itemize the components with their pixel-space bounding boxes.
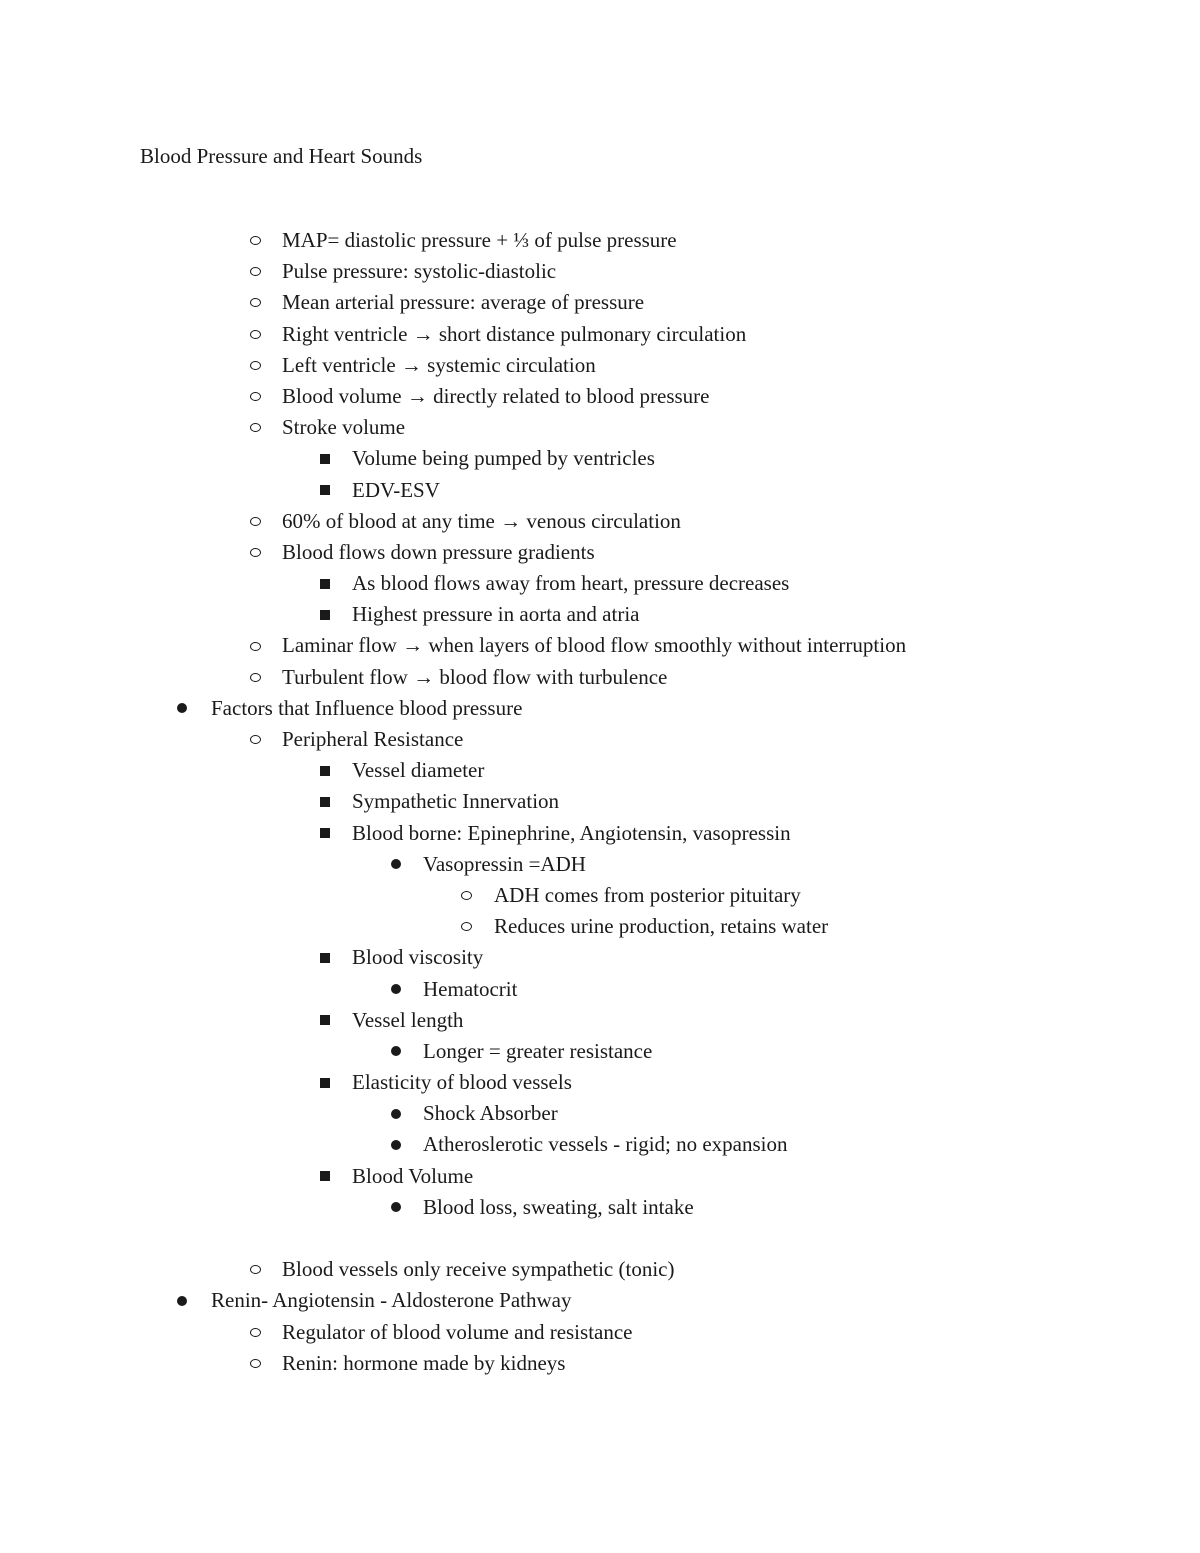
outline-item-text: Vessel diameter [352,758,485,783]
circle-bullet-icon [248,1348,262,1379]
circle-bullet-icon [248,319,262,350]
square-bullet-icon [318,1067,332,1098]
outline-item [0,880,1200,911]
outline-item [0,942,1200,973]
outline-item-text: Highest pressure in aorta and atria [352,602,640,627]
circle-bullet-icon [459,911,473,942]
outline-item [0,818,1200,849]
outline-item [0,786,1200,817]
square-bullet-icon [318,786,332,817]
outline-item [0,662,1200,693]
circle-bullet-icon [248,256,262,287]
outline-item [0,475,1200,506]
outline-item [0,755,1200,786]
outline-item [0,443,1200,474]
outline-item [0,225,1200,256]
outline-item-text: Factors that Influence blood pressure [211,695,523,720]
outline-item [0,1285,1200,1316]
circle-bullet-icon [248,506,262,537]
outline-item-text: Blood Volume [352,1163,474,1188]
outline-item [0,1317,1200,1348]
square-bullet-icon [318,568,332,599]
outline-item-text: Vessel length [352,1007,464,1032]
outline-item [0,693,1200,724]
outline-item [0,381,1200,412]
outline-item-text: Vasopressin =ADH [423,851,586,876]
circle-bullet-icon [248,630,262,661]
square-bullet-icon [318,475,332,506]
outline-item [0,1129,1200,1160]
outline-item [0,350,1200,381]
outline-item [0,630,1200,661]
disc-bullet-icon [175,693,189,724]
outline-item-text: MAP= diastolic pressure + ⅓ of pulse pressure [282,228,677,252]
outline-item [0,256,1200,287]
outline-item-text: Regulator of blood volume and resistance [282,1319,633,1344]
outline-item-text: Stroke volume [282,415,406,440]
outline-item [0,724,1200,755]
outline-item-text: Renin- Angiotensin - Aldosterone Pathway [211,1288,572,1313]
disc-bullet-icon [389,1098,403,1129]
outline-item [0,1067,1200,1098]
outline-item-text: Volume being pumped by ventricles [352,446,655,471]
outline-item [0,1098,1200,1129]
outline-item-text: Sympathetic Innervation [352,789,560,814]
outline-item [0,974,1200,1005]
circle-bullet-icon [248,724,262,755]
square-bullet-icon [318,942,332,973]
square-bullet-icon [318,755,332,786]
outline-item [0,568,1200,599]
circle-bullet-icon [248,1317,262,1348]
outline-item [0,1348,1200,1379]
outline-item [0,506,1200,537]
outline-item-text: Blood flows down pressure gradients [282,539,595,564]
circle-bullet-icon [248,381,262,412]
circle-bullet-icon [248,1254,262,1285]
circle-bullet-icon [248,537,262,568]
outline-item-text: Elasticity of blood vessels [352,1070,572,1095]
outline-item [0,1161,1200,1192]
disc-bullet-icon [389,1192,403,1223]
outline-item-text: EDV-ESV [352,477,440,502]
outline-item-text: Atheroslerotic vessels - rigid; no expansion [423,1132,788,1157]
outline-item [0,1036,1200,1067]
circle-bullet-icon [248,287,262,318]
outline-item-text: 60% of blood at any time → venous circulation [282,508,681,533]
outline-item-text: Left ventricle → systemic circulation [282,352,596,377]
outline-item-text: Longer = greater resistance [423,1038,653,1063]
outline-item [0,1192,1200,1223]
blank-line [0,1223,1200,1254]
notes-outline [0,225,1200,1379]
disc-bullet-icon [389,1036,403,1067]
disc-bullet-icon [389,974,403,1005]
outline-item [0,412,1200,443]
square-bullet-icon [318,818,332,849]
circle-bullet-icon [248,350,262,381]
outline-item-text: Blood borne: Epinephrine, Angiotensin, vasopressin [352,820,791,845]
outline-item-text: Laminar flow → when layers of blood flow smoothly without interruption [282,633,907,658]
outline-item [0,287,1200,318]
square-bullet-icon [318,599,332,630]
outline-item-text: Peripheral Resistance [282,727,464,751]
disc-bullet-icon [389,849,403,880]
disc-bullet-icon [389,1129,403,1160]
outline-item-text: Blood volume → directly related to blood pressure [282,383,710,408]
outline-item [0,537,1200,568]
outline-item [0,1005,1200,1036]
outline-item [0,849,1200,880]
square-bullet-icon [318,1005,332,1036]
outline-item-text: As blood flows away from heart, pressure decreases [352,571,790,596]
circle-bullet-icon [248,662,262,693]
outline-item [0,911,1200,942]
circle-bullet-icon [248,412,262,443]
outline-item-text: Blood viscosity [352,945,484,970]
outline-item-text: Pulse pressure: systolic-diastolic [282,259,557,284]
outline-item-text: Reduces urine production, retains water [494,914,829,939]
outline-item-text: Blood loss, sweating, salt intake [423,1194,694,1219]
outline-item-text: Hematocrit [423,976,518,1001]
outline-item-text: ADH comes from posterior pituitary [494,882,801,907]
outline-item-text: Renin: hormone made by kidneys [282,1350,566,1375]
outline-item-text: Right ventricle → short distance pulmonary circulation [282,321,747,346]
disc-bullet-icon [175,1285,189,1316]
outline-item [0,599,1200,630]
outline-item-text: Turbulent flow → blood flow with turbulence [282,664,668,689]
square-bullet-icon [318,1161,332,1192]
outline-item [0,319,1200,350]
page-title: Blood Pressure and Heart Sounds [140,144,423,168]
outline-item [0,1254,1200,1285]
circle-bullet-icon [459,880,473,911]
outline-item-text: Blood vessels only receive sympathetic (tonic) [282,1257,675,1282]
outline-item-text: Shock Absorber [423,1101,558,1126]
square-bullet-icon [318,443,332,474]
circle-bullet-icon [248,225,262,256]
outline-item-text: Mean arterial pressure: average of pressure [282,290,645,315]
